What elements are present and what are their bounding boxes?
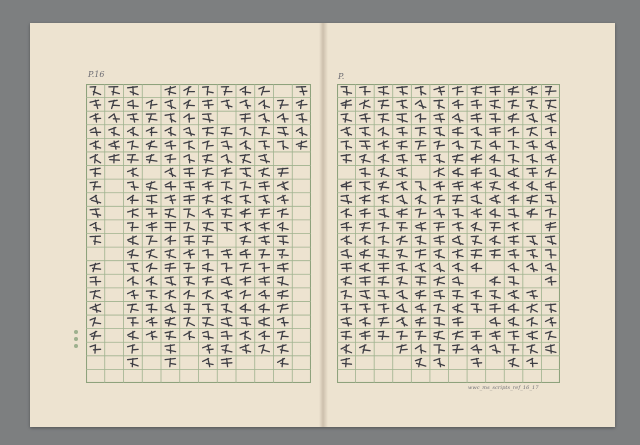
margin-marks [72, 330, 80, 351]
archive-footer-note: wwc_ms_scripts_ref_16_17 [468, 385, 539, 391]
left-page-number: P.16 [88, 70, 105, 79]
right-page-number: P. [338, 72, 345, 81]
center-fold [319, 23, 328, 427]
left-manuscript-grid [86, 84, 311, 383]
right-manuscript-grid [337, 84, 560, 383]
